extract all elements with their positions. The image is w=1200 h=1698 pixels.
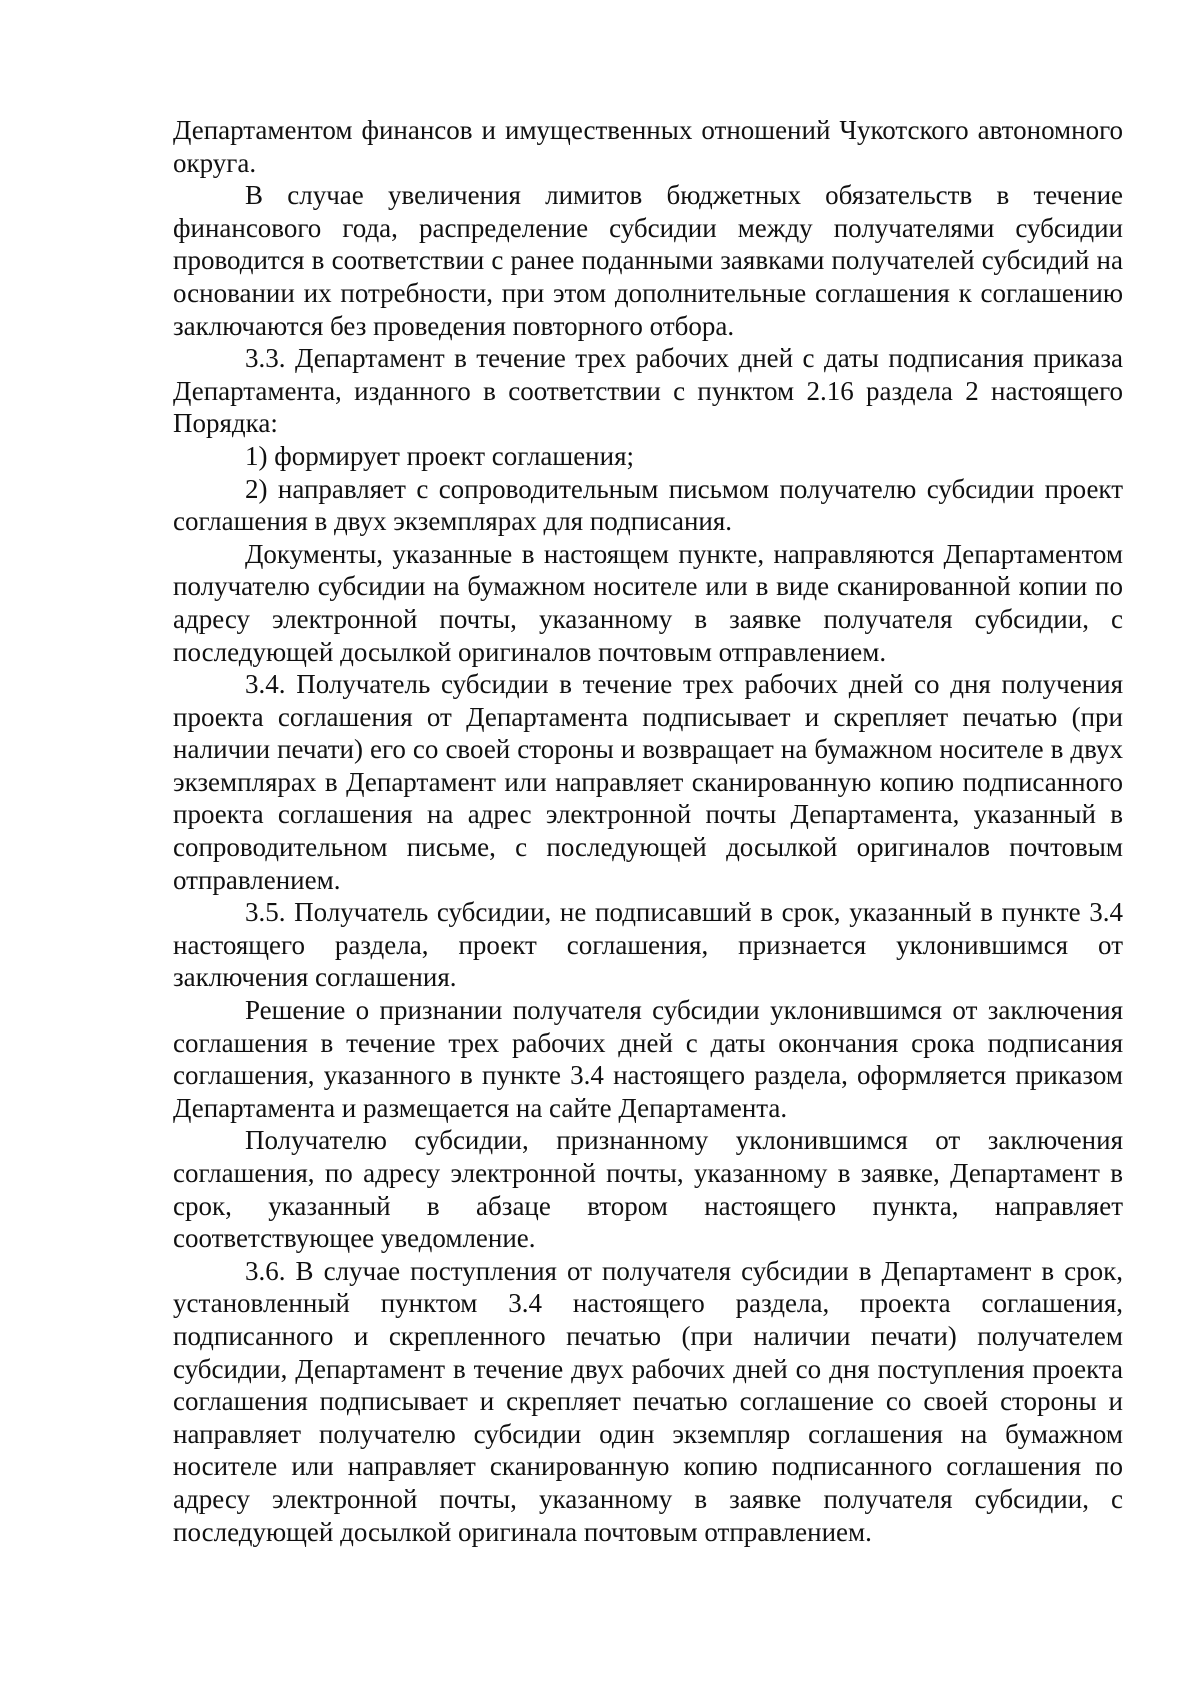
paragraph-3-5: 3.5. Получатель субсидии, не подписавший в срок, указанный в пункте 3.4 настоящего раздела, проект соглашения, признается уклонившимся от заключения соглашения. bbox=[173, 897, 1123, 993]
paragraph-1: Департаментом финансов и имущественных отношений Чукотского автономного округа. bbox=[173, 115, 1123, 178]
paragraph-list-item-2: 2) направляет с сопроводительным письмом получателю субсидии проект соглашения в двух экземплярах для подписания. bbox=[173, 473, 1123, 537]
paragraph-decision: Решение о признании получателя субсидии уклонившимся от заключения соглашения в течение трех рабочих дней с даты окончания срока подписания соглашения, указанного в пункте 3.4 настоящего раздела, оформляется приказом Департамента и размещается на сайте Департамента. bbox=[173, 995, 1123, 1123]
paragraph-list-item-1: 1) формирует проект соглашения; bbox=[245, 440, 634, 471]
paragraph-3-4: 3.4. Получатель субсидии в течение трех рабочих дней со дня получения проекта соглашения от Департамента подписывает и скрепляет печатью (при наличии печати) его со своей стороны и возвращает на бумажном носителе в двух экземплярах в Департамент или направляет сканированную копию подписанного проекта соглашения на адрес электронной почты Департамента, указанный в сопроводительном письме, с последующей досылкой оригиналов почтовым отправлением. bbox=[173, 669, 1123, 895]
paragraph-documents: Документы, указанные в настоящем пункте, направляются Департаментом получателю субсидии на бумажном носителе или в виде сканированной копии по адресу электронной почты, указанному в заявке получателя субсидии, с последующей досылкой оригиналов почтовым отправлением. bbox=[173, 538, 1123, 667]
paragraph-2: В случае увеличения лимитов бюджетных обязательств в течение финансового года, распределение субсидии между получателями субсидии проводится в соответствии с ранее поданными заявками получателей субсидий на основании их потребности, при этом дополнительные соглашения к соглашению заключаются без проведения повторного отбора. bbox=[173, 180, 1123, 341]
document-body bbox=[173, 114, 1123, 1548]
paragraph-notification: Получателю субсидии, признанному уклонившимся от заключения соглашения, по адресу электронной почты, указанному в заявке, Департамент в срок, указанный в абзаце втором настоящего пункта, направляет соответствующее уведомление. bbox=[173, 1125, 1123, 1254]
paragraph-3-6: 3.6. В случае поступления от получателя субсидии в Департамент в срок, установленный пунктом 3.4 настоящего раздела, проекта соглашения, подписанного и скрепленного печатью (при наличии печати) получателем субсидии, Департамент в течение двух рабочих дней со дня поступления проекта соглашения подписывает и скрепляет печатью соглашение со своей стороны и направляет получателю субсидии один экземпляр соглашения на бумажном носителе или направляет сканированную копию подписанного соглашения по адресу электронной почты, указанному в заявке получателя субсидии, с последующей досылкой оригинала почтовым отправлением. bbox=[173, 1255, 1123, 1547]
paragraph-3-3: 3.3. Департамент в течение трех рабочих дней с даты подписания приказа Департамента, изданного в соответствии с пунктом 2.16 раздела 2 настоящего Порядка: bbox=[173, 343, 1123, 439]
